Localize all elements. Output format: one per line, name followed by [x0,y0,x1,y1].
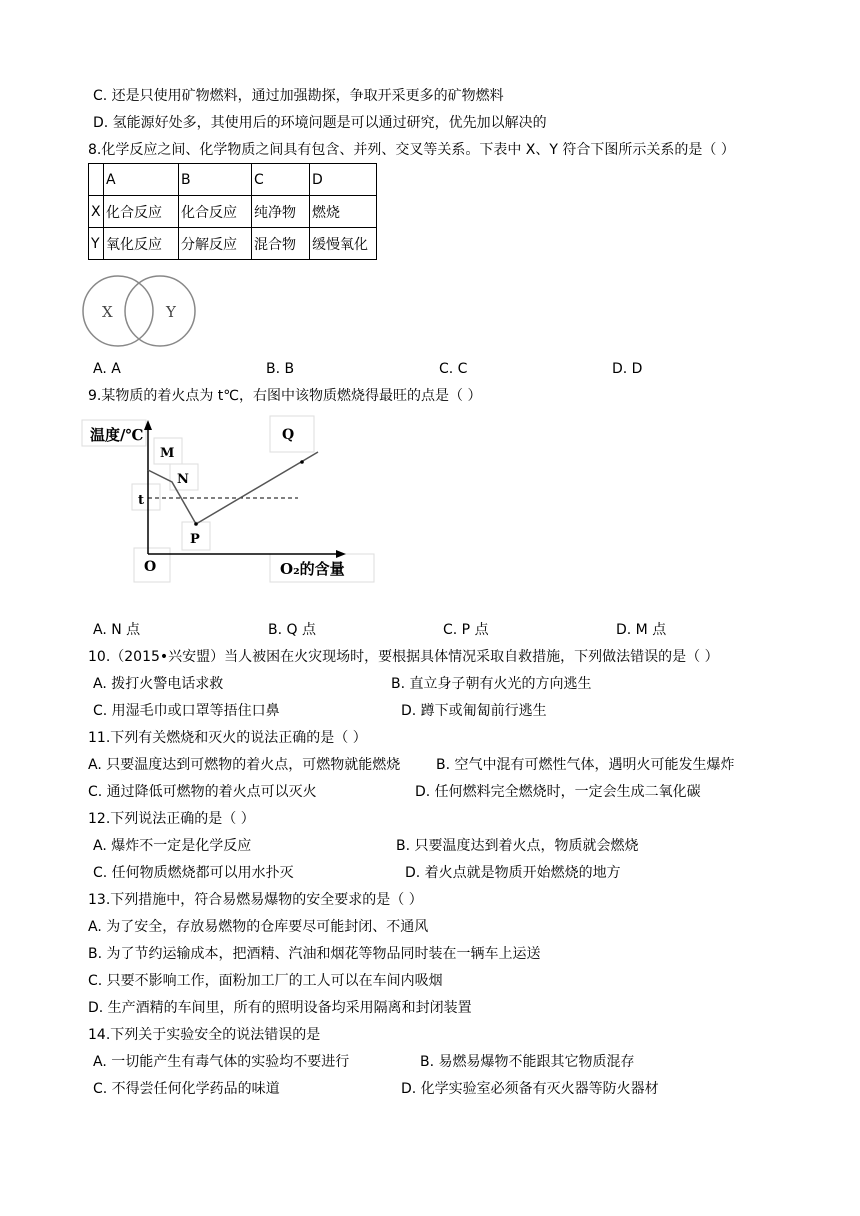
q13-option-b: B. 为了节约运输成本，把酒精、汽油和烟花等物品同时装在一辆车上运送 [88,946,541,962]
q8-option-b: B. B [266,361,295,377]
table-cell: A [104,164,179,196]
q7-option-c: C. 还是只使用矿物燃料，通过加强勘探，争取开采更多的矿物燃料 [93,88,504,104]
table-cell: 混合物 [252,228,310,260]
q11-option-a: A. 只要温度达到可燃物的着火点，可燃物就能燃烧 [88,757,401,773]
table-cell: X [89,196,104,228]
q11-option-d: D. 任何燃料完全燃烧时，一定会生成二氧化碳 [415,784,701,800]
q9-option-d: D. M 点 [616,622,667,638]
table-row [89,228,377,260]
q10-option-a: A. 拨打火警电话求救 [93,676,224,692]
table-cell: B [179,164,252,196]
q8-option-c: C. C [439,361,468,377]
venn-label-y: Y [166,303,176,321]
point-q-marker [300,460,304,464]
q9-option-b: B. Q 点 [268,622,316,638]
table-cell: 分解反应 [179,228,252,260]
q13-stem: 13.下列措施中，符合易燃易爆物的安全要求的是（ ） [88,892,423,908]
point-m-label: M [160,446,175,461]
table-cell: 化合反应 [179,196,252,228]
table-row [89,196,377,228]
q9-option-a: A. N 点 [93,622,141,638]
q12-option-c: C. 任何物质燃烧都可以用水扑灭 [93,865,294,881]
q14-stem: 14.下列关于实验安全的说法错误的是 [88,1027,321,1043]
point-p-label: P [190,532,200,547]
q14-option-d: D. 化学实验室必须备有灭火器等防火器材 [401,1081,659,1097]
q8-table [88,163,377,260]
q9-stem: 9.某物质的着火点为 t℃，右图中该物质燃烧得最旺的点是（ ） [88,388,482,404]
q12-option-a: A. 爆炸不一定是化学反应 [93,838,252,854]
venn-circle-x [83,276,153,346]
temperature-graph [80,412,380,587]
q14-option-c: C. 不得尝任何化学药品的味道 [93,1081,280,1097]
table-cell [89,164,104,196]
q12-option-d: D. 着火点就是物质开始燃烧的地方 [405,865,621,881]
q11-option-b: B. 空气中混有可燃性气体，遇明火可能发生爆炸 [436,757,735,773]
q10-option-c: C. 用湿毛巾或口罩等捂住口鼻 [93,703,280,719]
table-cell: 燃烧 [310,196,377,228]
venn-diagram [80,272,200,352]
q7-option-d: D. 氢能源好处多，其使用后的环境问题是可以通过研究，优先加以解决的 [93,115,547,131]
t-label: t [138,493,145,508]
q10-option-b: B. 直立身子朝有火光的方向逃生 [391,676,592,692]
table-cell: D [310,164,377,196]
q11-option-c: C. 通过降低可燃物的着火点可以灭火 [88,784,317,800]
q13-option-c: C. 只要不影响工作，面粉加工厂的工人可以在车间内吸烟 [88,973,443,989]
origin-label: O [144,559,157,575]
q13-option-d: D. 生产酒精的车间里，所有的照明设备均采用隔离和封闭装置 [88,1000,472,1016]
table-cell: 化合反应 [104,196,179,228]
table-row [89,164,377,196]
point-q-label: Q [282,427,295,443]
table-cell: C [252,164,310,196]
point-n-label: N [177,472,189,487]
q8-option-d: D. D [612,361,643,377]
point-p-marker [194,522,198,526]
q14-option-b: B. 易燃易爆物不能跟其它物质混存 [420,1054,635,1070]
q10-option-d: D. 蹲下或匍匐前行逃生 [401,703,547,719]
table-cell: 纯净物 [252,196,310,228]
x-axis-label: O₂的含量 [280,560,345,578]
venn-label-x: X [102,303,113,321]
y-axis-label: 温度/℃ [90,426,144,444]
q8-option-a: A. A [93,361,121,377]
q12-stem: 12.下列说法正确的是（ ） [88,811,255,827]
table-cell: Y [89,228,104,260]
q12-option-b: B. 只要温度达到着火点，物质就会燃烧 [396,838,639,854]
table-cell: 氧化反应 [104,228,179,260]
q13-option-a: A. 为了安全，存放易燃物的仓库要尽可能封闭、不通风 [88,919,429,935]
q8-stem: 8.化学反应之间、化学物质之间具有包含、并列、交叉等关系。下表中 X、Y 符合下图所示关系的是（ ） [88,142,735,158]
table-cell: 缓慢氧化 [310,228,377,260]
q10-stem: 10.（2015•兴安盟）当人被困在火灾现场时，要根据具体情况采取自救措施，下列做法错误的是（ ） [88,649,719,665]
q14-option-a: A. 一切能产生有毒气体的实验均不要进行 [93,1054,350,1070]
venn-circle-y [125,276,195,346]
q11-stem: 11.下列有关燃烧和灭火的说法正确的是（ ） [88,730,367,746]
q9-option-c: C. P 点 [443,622,489,638]
